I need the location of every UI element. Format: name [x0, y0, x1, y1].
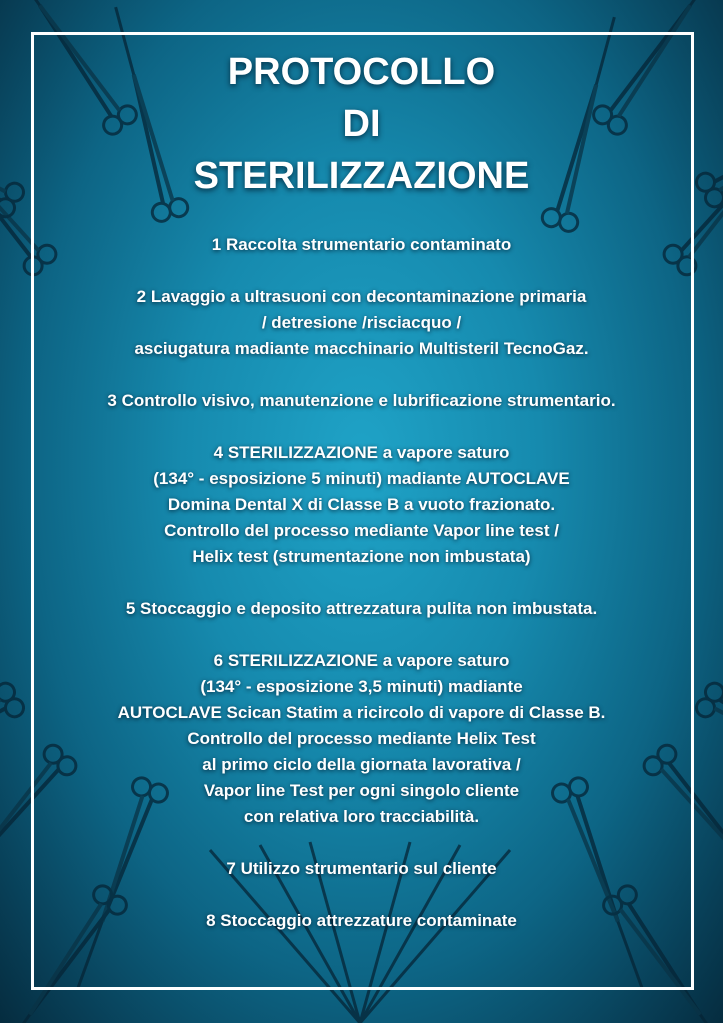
step-line: 3 Controllo visivo, manutenzione e lubrificazione strumentario.	[107, 391, 616, 410]
title-line: DI	[342, 103, 381, 145]
step-line: 6 STERILIZZAZIONE a vapore saturo	[213, 651, 510, 670]
step-line: con relativa loro tracciabilità.	[243, 807, 480, 826]
step-3	[0, 388, 723, 414]
step-line: Controllo del processo mediante Helix Test	[187, 729, 536, 748]
step-1	[0, 232, 723, 258]
step-line: Helix test (strumentazione non imbustata)	[192, 547, 531, 566]
step-line: 4 STERILIZZAZIONE a vapore saturo	[213, 443, 510, 462]
step-4	[0, 440, 723, 570]
step-line: 1 Raccolta strumentario contaminato	[211, 235, 512, 254]
title-line: PROTOCOLLO	[227, 51, 496, 93]
step-2	[0, 284, 723, 362]
step-line: / detresione /risciacquo /	[261, 313, 462, 332]
step-line: Domina Dental X di Classe B a vuoto frazionato.	[167, 495, 556, 514]
step-line: 5 Stoccaggio e deposito attrezzatura pulita non imbustata.	[125, 599, 598, 618]
step-line: AUTOCLAVE Scican Statim a ricircolo di vapore di Classe B.	[117, 703, 606, 722]
step-line: asciugatura madiante macchinario Multisteril TecnoGaz.	[134, 339, 589, 358]
step-line: (134° - esposizione 3,5 minuti) madiante	[200, 677, 523, 696]
step-line: Controllo del processo mediante Vapor line test /	[164, 521, 559, 540]
step-line: (134° - esposizione 5 minuti) madiante AUTOCLAVE	[153, 469, 570, 488]
step-8	[0, 908, 723, 934]
step-line: 2 Lavaggio a ultrasuoni con decontaminazione primaria	[136, 287, 587, 306]
step-line: al primo ciclo della giornata lavorativa /	[202, 755, 521, 774]
step-5	[0, 596, 723, 622]
step-line: 7 Utilizzo strumentario sul cliente	[226, 859, 497, 878]
poster-title	[0, 46, 723, 202]
step-line: 8 Stoccaggio attrezzature contaminate	[206, 911, 517, 930]
step-6	[0, 648, 723, 830]
step-7	[0, 856, 723, 882]
protocol-steps	[0, 232, 723, 960]
step-line: Vapor line Test per ogni singolo cliente	[203, 781, 520, 800]
title-line: STERILIZZAZIONE	[193, 155, 530, 197]
